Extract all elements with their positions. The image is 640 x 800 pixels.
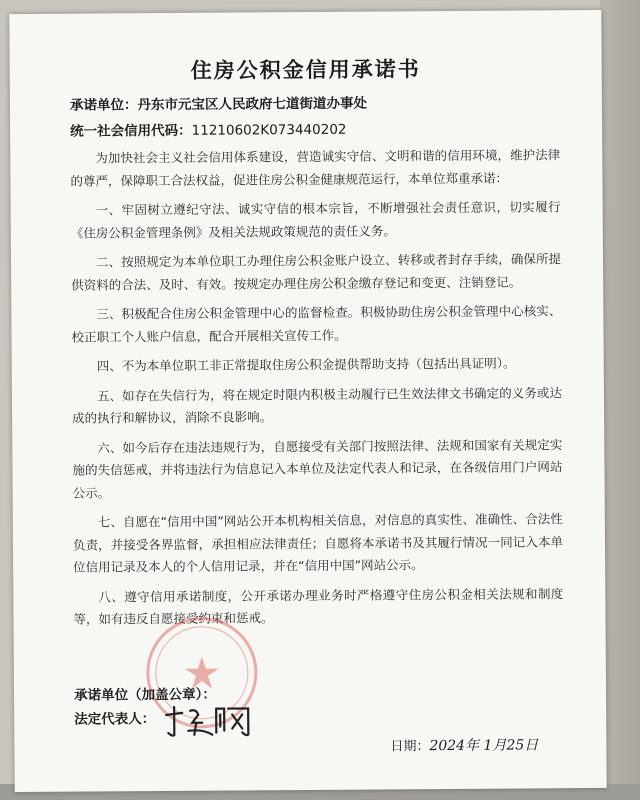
credit-code-line — [70, 118, 347, 140]
desk-background-right — [600, 0, 640, 800]
paragraph-intro: 为加快社会主义社会信用体系建设，营造诚实守信、文明和谐的信用环境，维护法律的尊严，保障职工合法权益，促进住房公积金健康规范运行，本单位郑重承诺： — [70, 147, 561, 189]
date-value: 2024年 1月25日 — [429, 737, 539, 755]
paragraph-item-6: 六、如今后存在违法违规行为，自愿接受有关部门按照法律、法规和国家有关规定实施的失信惩戒，并将违法行为信息记入本单位及法定代表人和记录，在各级信用门户网站公示。 — [72, 436, 563, 501]
paper-document — [9, 10, 606, 792]
commitment-body — [70, 144, 563, 638]
paragraph-item-3: 三、积极配合住房公积金管理中心的监督检查。积极协助住房公积金管理中心核实、校正职工个人账户信息，配合开展相关宣传工作。 — [71, 303, 562, 345]
credit-code-label: 统一社会信用代码： — [70, 122, 192, 140]
paragraph-item-5: 五、如存在失信行为，将在规定时限内积极主动履行已生效法律文书确定的义务或达成的执行和解协议，消除不良影响。 — [72, 384, 562, 426]
legal-representative-label: 法定代表人： — [74, 711, 156, 728]
paragraph-item-4: 四、不为本单位职工非正常提取住房公积金提供帮助支持（包括出具证明）。 — [96, 355, 516, 374]
handwritten-signature — [162, 700, 254, 741]
paragraph-item-8: 八、遵守信用承诺制度，公开承诺办理业务时严格遵守住房公积金相关法规和制度等，如有违反自愿接受约束和惩戒。 — [73, 585, 564, 627]
unit-label: 承诺单位： — [69, 97, 138, 114]
unit-name: 丹东市元宝区人民政府七道街道办事处 — [137, 95, 367, 114]
document-title: 住房公积金信用承诺书 — [190, 57, 421, 83]
date-label: 日期： — [390, 739, 430, 755]
paragraph-item-7: 七、自愿在“信用中国”网站公开本机构相关信息，对信息的真实性、准确性、合法性负责，并接受各界监督，承担相应法律责任；自愿将本承诺书及其履行情况一同记入本单位信用记录及本人的个人信用记录，并在“信用中国”网站公示。 — [72, 511, 564, 575]
paragraph-item-2: 二、按照规定为本单位职工办理住房公积金账户设立、转移或者封存手续，确保所提供资料的合法、及时、有效。按规定办理住房公积金缴存登记和变更、注销登记。 — [71, 251, 562, 293]
date-line — [390, 734, 538, 755]
seal-label: 承诺单位（加盖公章）： — [73, 686, 216, 704]
credit-code-value: 11210602K073440202 — [191, 121, 347, 139]
paragraph-item-1: 一、牢固树立遵纪守法、诚实守信的根本宗旨，不断增强社会责任意识，切实履行《住房公积金管理条例》及相关法规政策规范的责任义务。 — [70, 199, 561, 241]
unit-line — [70, 92, 367, 114]
